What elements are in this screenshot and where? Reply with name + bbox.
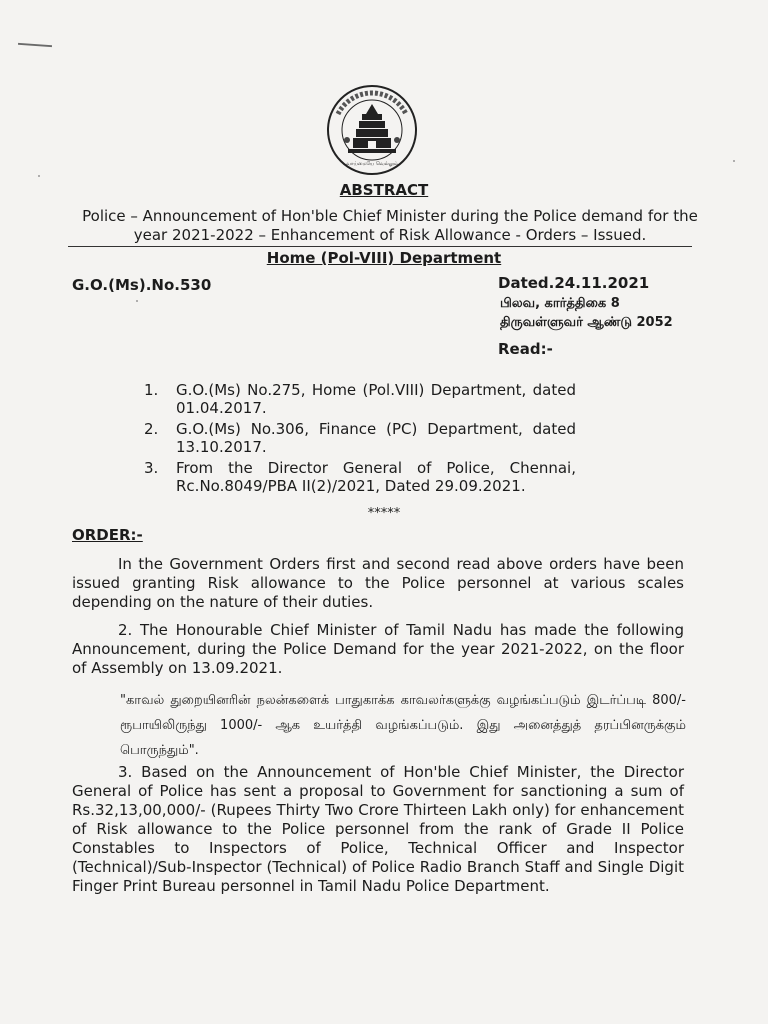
list-item (144, 459, 576, 495)
list-item (144, 420, 576, 456)
go-number: G.O.(Ms).No.530 (72, 276, 212, 294)
scan-mark (18, 43, 52, 47)
dated: Dated.24.11.2021 (498, 274, 650, 292)
separator: ***** (367, 506, 401, 521)
divider (68, 246, 692, 247)
list-item (144, 381, 576, 417)
scan-speck (733, 160, 735, 162)
subject-line: Police – Announcement of Hon'ble Chief Minister during the Police demand for the year 2021-2022 – Enhancement of Risk Allowance - Orders – Issued. (82, 207, 698, 244)
tamil-quote: "காவல் துறையினரின் நலன்களைக் பாதுகாக்க காவலர்களுக்கு வழங்கப்படும் இடர்ப்படி 800/- ரூபாயிலிருந்து 1000/- ஆக உயர்த்தி வழங்கப்படும். இது அனைத்துத் தரப்பினருக்கும் பொருந்தும்". (120, 693, 686, 758)
reference-text: From the Director General of Police, Chennai, Rc.No.8049/PBA II(2)/2021, Dated 29.09.2021. (176, 459, 576, 495)
tamil-nadu-emblem-icon (326, 84, 418, 176)
tamil-date (500, 294, 673, 332)
reference-text: G.O.(Ms) No.306, Finance (PC) Department, dated 13.10.2017. (176, 420, 576, 456)
department-title: Home (Pol-VIII) Department (266, 249, 502, 267)
scan-speck (38, 175, 40, 177)
reference-list (144, 381, 576, 498)
reference-number: 1. (144, 381, 159, 399)
scan-speck (136, 300, 138, 302)
paragraph-2: 2. The Honourable Chief Minister of Tamil Nadu has made the following Announcement, during the Police Demand for the year 2021-2022, on the floor of Assembly on 13.09.2021. (72, 621, 684, 677)
abstract-title: ABSTRACT (339, 181, 429, 199)
reference-number: 3. (144, 459, 159, 477)
paragraph-3: 3. Based on the Announcement of Hon'ble Chief Minister, the Director General of Police has sent a proposal to Government for sanctioning a sum of Rs.32,13,00,000/- (Rupees Thirty Two Crore Thirteen Lakh only) for enhancement of Risk allowance to the Police personnel from the rank of Grade II Police Constables to Inspectors of Police, Technical Officer and Inspector (Technical)/Sub-Inspector (Technical) of Police Radio Branch Staff and Single Digit Finger Print Bureau personnel in Tamil Nadu Police Department. (72, 763, 684, 895)
tamil-date-line1: பிலவ, கார்த்திகை 8 (500, 296, 620, 311)
paragraph-1: In the Government Orders first and second read above orders have been issued granting Risk allowance to the Police personnel at various scales depending on the nature of their duties. (72, 555, 684, 611)
reference-number: 2. (144, 420, 159, 438)
tamil-date-line2: திருவள்ளுவர் ஆண்டு 2052 (500, 315, 673, 330)
reference-text: G.O.(Ms) No.275, Home (Pol.VIII) Department, dated 01.04.2017. (176, 381, 576, 417)
order-heading: ORDER:- (72, 526, 143, 544)
svg-text:வாய்மையே வெல்லும்: வாய்மையே வெல்லும் (346, 161, 398, 167)
read-label: Read:- (498, 340, 553, 358)
